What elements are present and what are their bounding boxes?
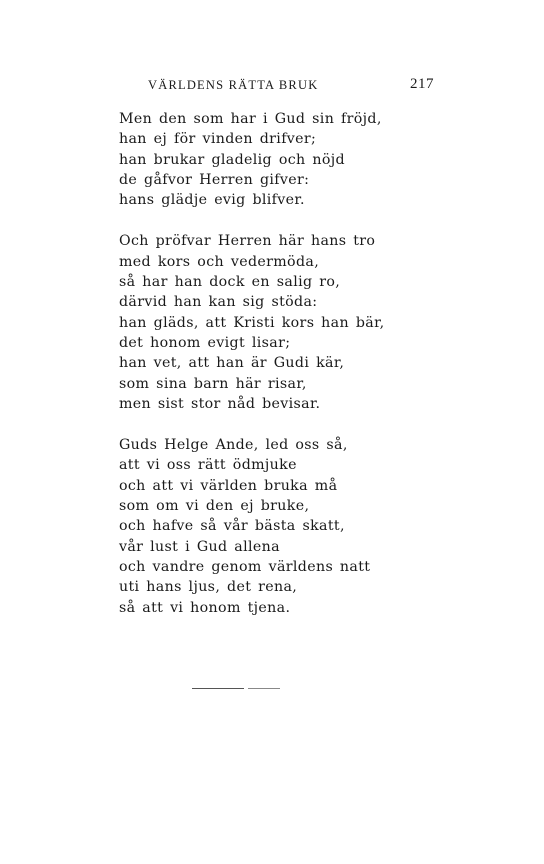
stanza-3	[119, 435, 419, 618]
verse-line: så har han dock en salig ro,	[119, 274, 341, 291]
verse-line: Guds Helge Ande, led oss så,	[119, 437, 348, 454]
verse-line: och att vi världen bruka må	[119, 477, 338, 494]
verse-line: hans glädje evig blifver.	[119, 192, 305, 209]
verse-line: han gläds, att Kristi kors han bär,	[119, 314, 385, 331]
stanza-1	[119, 109, 419, 210]
verse-line: han vet, att han är Gudi kär,	[119, 355, 345, 372]
verse-line: han ej för vinden drifver;	[119, 131, 317, 148]
verse-line: som sina barn här risar,	[119, 375, 307, 392]
verse-line: därvid han kan sig stöda:	[119, 294, 318, 311]
poem-body	[119, 109, 419, 639]
end-rule	[192, 688, 280, 690]
verse-line: och vandre genom världens natt	[119, 558, 371, 575]
verse-line: vår lust i Gud allena	[119, 538, 280, 555]
stanza-2	[119, 231, 419, 414]
verse-line: men sist stor nåd bevisar.	[119, 395, 321, 412]
verse-line: uti hans ljus, det rena,	[119, 579, 298, 596]
verse-line: och hafve så vår bästa skatt,	[119, 518, 345, 535]
verse-line: att vi oss rätt ödmjuke	[119, 457, 297, 474]
running-title: VÄRLDENS RÄTTA BRUK	[148, 78, 319, 92]
page-number: 217	[410, 76, 434, 92]
verse-line: det honom evigt lisar;	[119, 334, 291, 351]
verse-line: de gåfvor Herren gifver:	[119, 171, 310, 188]
verse-line: med kors och vedermöda,	[119, 253, 320, 270]
verse-line: han brukar gladelig och nöjd	[119, 151, 345, 168]
verse-line: så att vi honom tjena.	[119, 599, 291, 616]
end-rule-segment	[248, 688, 280, 689]
verse-line: Men den som har i Gud sin fröjd,	[119, 111, 382, 127]
end-rule-segment	[192, 688, 244, 689]
verse-line: som om vi den ej bruke,	[119, 498, 310, 515]
verse-line: Och pröfvar Herren här hans tro	[119, 233, 376, 250]
running-header	[0, 78, 544, 98]
